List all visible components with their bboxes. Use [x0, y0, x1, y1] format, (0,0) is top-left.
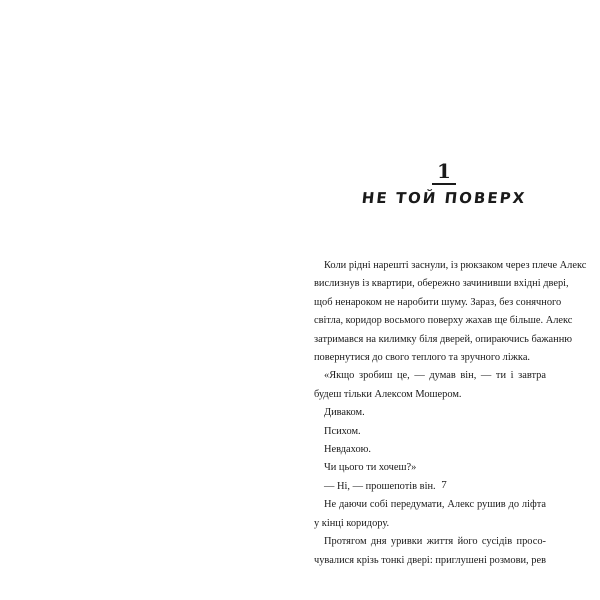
text-line: Коли рідні нарешті заснули, із рюкзаком через плече Алекс	[324, 260, 587, 271]
text-line: щоб ненароком не наробити шуму. Зараз, без сонячного	[314, 296, 562, 308]
text-line: Протягом дня уривки життя його сусідів просо-	[324, 536, 546, 548]
text-line: чувалися крізь тонкі двері: приглушені розмови, рев	[314, 554, 546, 566]
text-line: Не даючи собі передумати, Алекс рушив до ліфта	[324, 499, 546, 511]
body-text	[314, 257, 587, 570]
text-line: Невдахою.	[324, 444, 372, 456]
chapter-title: НЕ ТОЙ ПОВЕРХ	[360, 189, 528, 207]
text-line: Психом.	[324, 425, 361, 437]
page-number: 7	[441, 479, 447, 491]
text-line: — Ні, — прошепотів він.	[324, 480, 436, 492]
text-line: будеш тільки Алексом Мошером.	[314, 388, 462, 400]
text-line: світла, коридор восьмого поверху жахав ще більше. Алекс	[314, 315, 573, 327]
chapter-number: 1	[437, 159, 451, 183]
text-line: Диваком.	[324, 407, 365, 419]
text-line: «Якщо зробиш це, — думав він, — ти і завтра	[324, 370, 546, 382]
chapter-number-underline	[432, 183, 456, 185]
text-line: затримався на килимку біля дверей, опираючись бажанню	[314, 333, 573, 345]
text-line: у кінці коридору.	[314, 517, 390, 529]
text-line: вислизнув із квартири, обережно зачинивши вхідні двері,	[314, 278, 569, 290]
text-line: повернутися до свого теплого та зручного ліжка.	[314, 352, 531, 364]
text-line: Чи цього ти хочеш?»	[324, 462, 417, 474]
